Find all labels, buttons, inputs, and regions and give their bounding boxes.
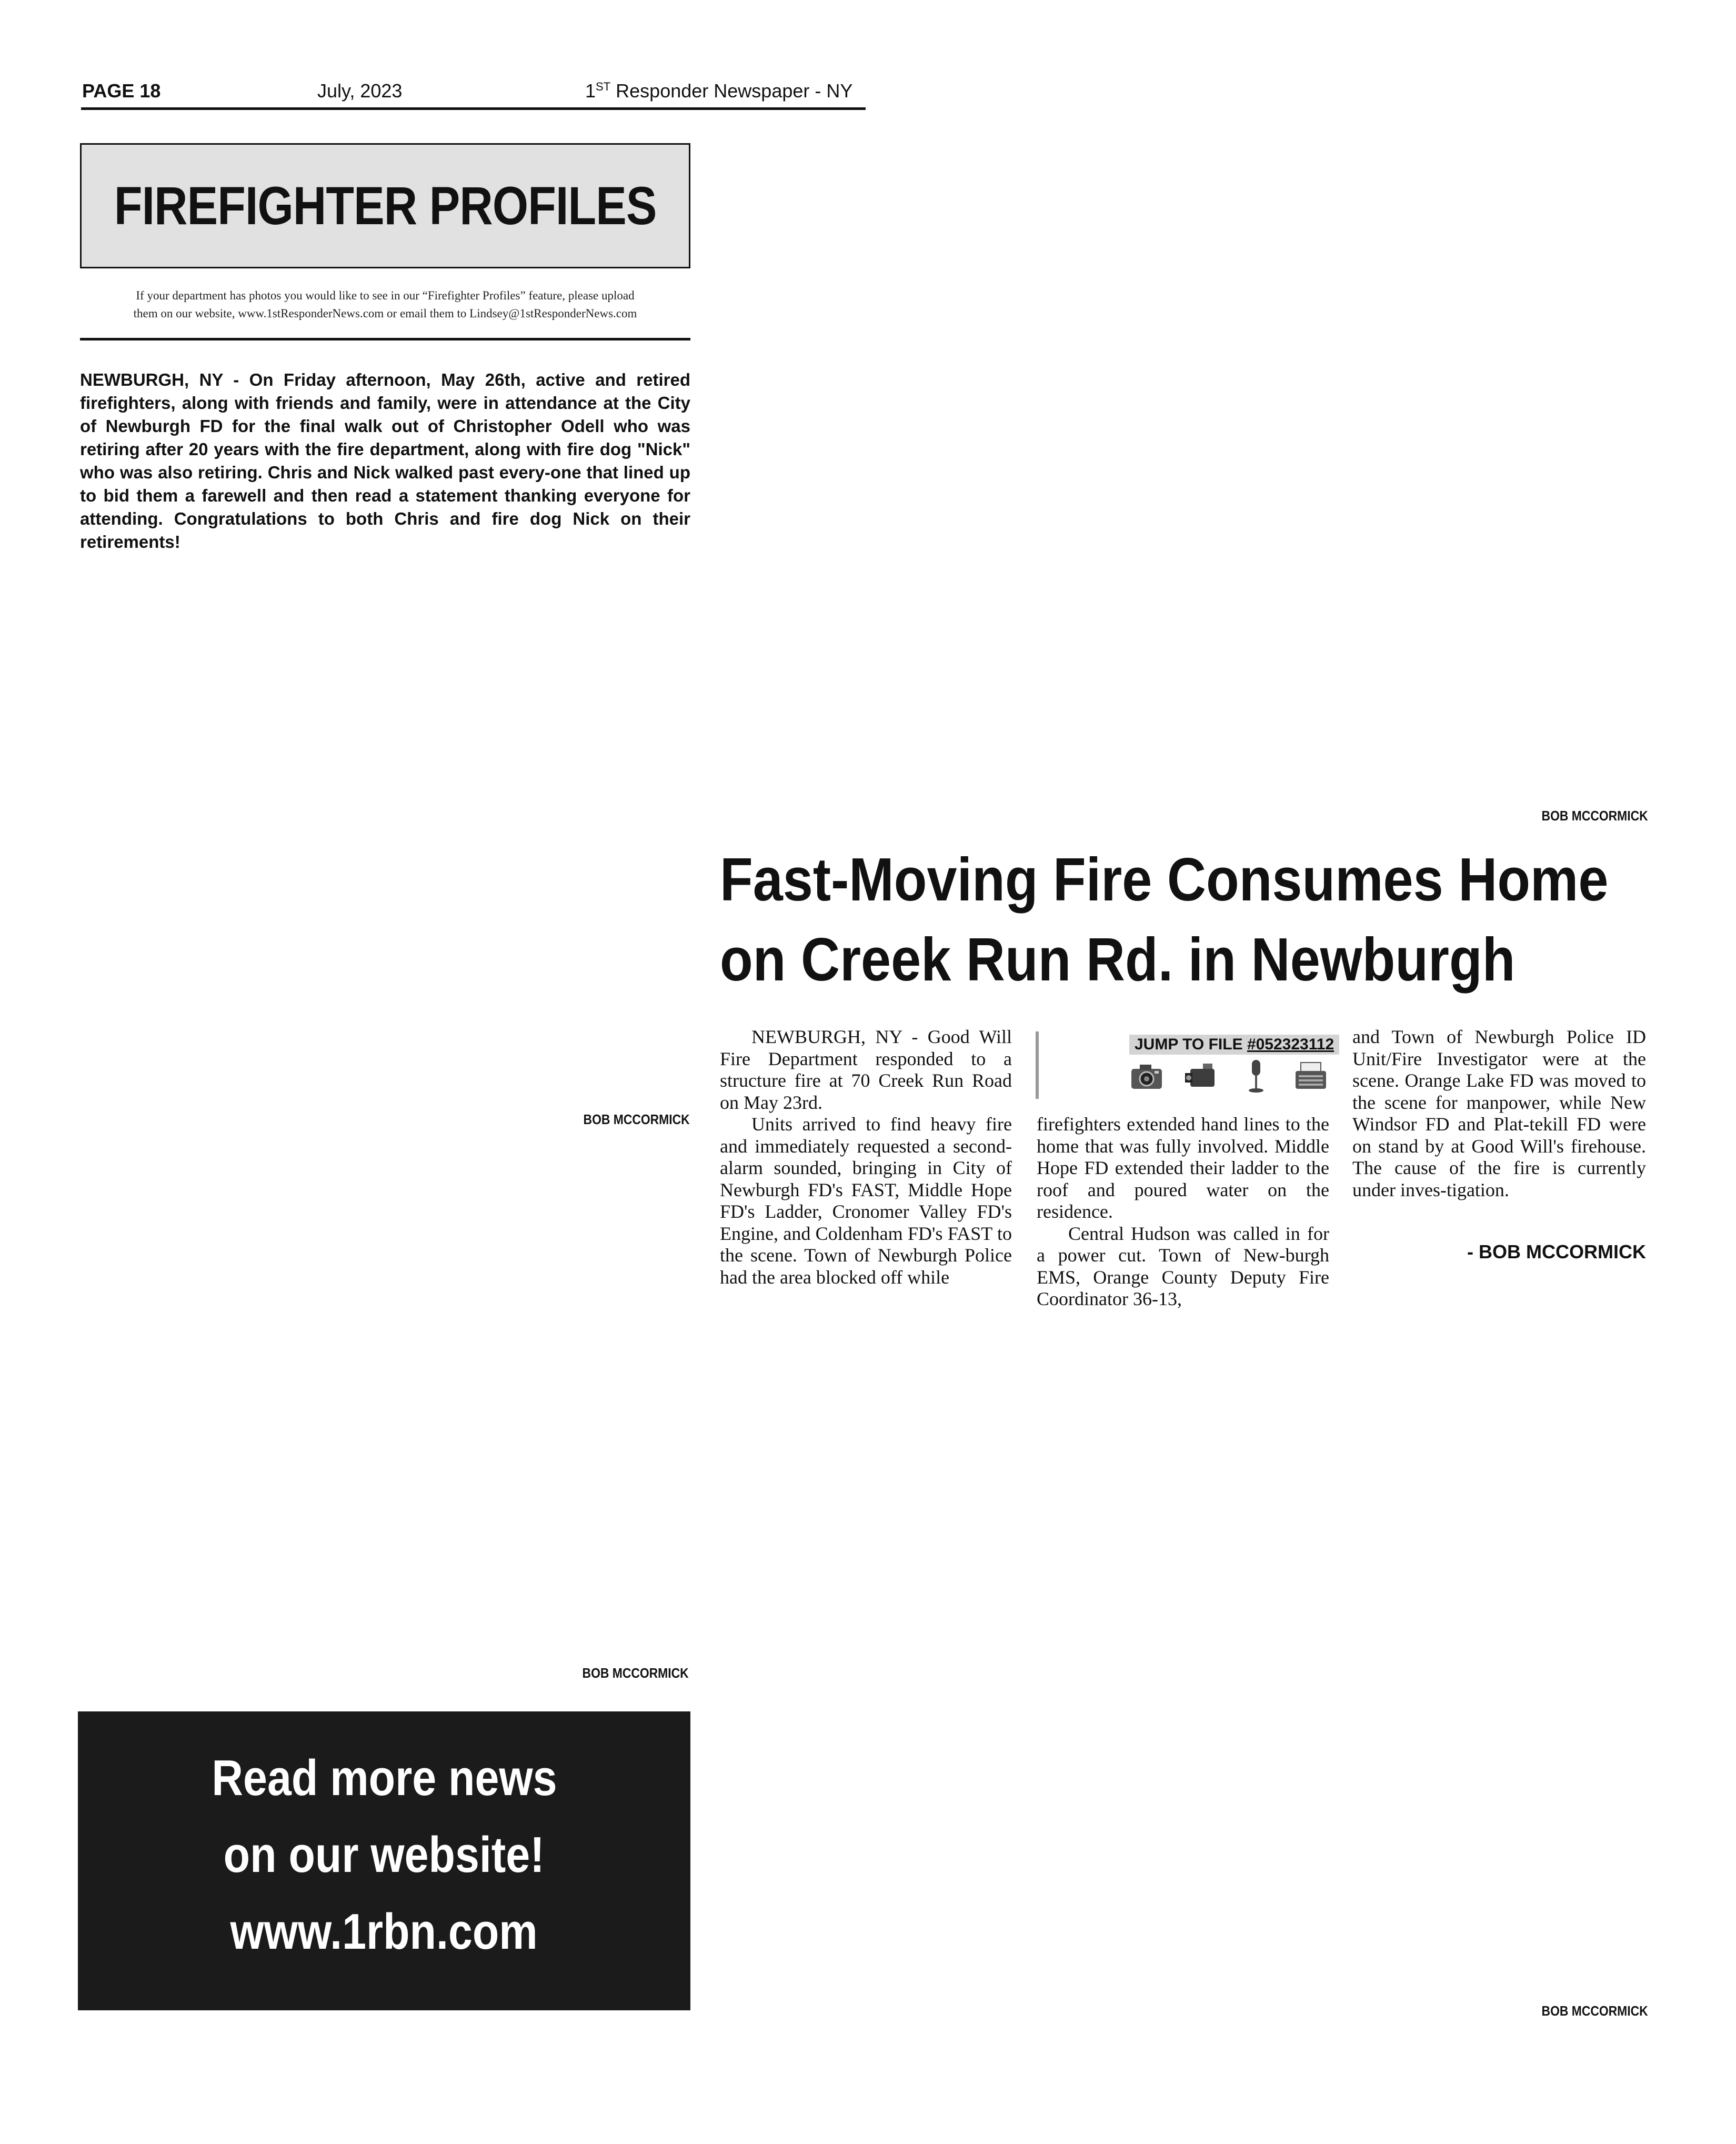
ad-line bbox=[78, 1826, 690, 1884]
profiles-lead-text: NEWBURGH, NY - On Friday afternoon, May 26th, active and retired firefighters, along with friends and family, were in attendance at the City of Newburgh FD for the final walk out of Christopher Odell who was retiring after 20 years with the fire department, along with fire dog "Nick" who was also retiring. Chris and Nick walked past every-one that lined up to bid them a farewell and then read a statement thanking everyone for attending. Congratulations to both Chris and fire dog Nick on their retirements! bbox=[80, 370, 690, 552]
ad-url-line[interactable] bbox=[78, 1903, 690, 1961]
header-rule bbox=[81, 107, 866, 110]
paper-name-sup: ST bbox=[596, 80, 611, 93]
article-column-1 bbox=[720, 1026, 1012, 1288]
photo-credit: BOB MCCORMICK bbox=[582, 1665, 689, 1681]
article-paragraph: NEWBURGH, NY - Good Will Fire Department responded to a structure fire at 70 Creek Run Road on May 23rd. bbox=[720, 1026, 1012, 1113]
headline-line: Fast-Moving Fire Consumes Home bbox=[720, 845, 1609, 914]
profiles-rule bbox=[80, 338, 690, 340]
microphone-icon bbox=[1239, 1059, 1273, 1094]
ad-text: on our website! bbox=[223, 1827, 545, 1883]
photo-credit: BOB MCCORMICK bbox=[583, 1111, 690, 1127]
profiles-note-line: them on our website, www.1stResponderNews.com or email them to Lindsey@1stResponderNews.com bbox=[133, 307, 637, 320]
issue-date: July, 2023 bbox=[317, 80, 403, 102]
jump-to-file-label[interactable] bbox=[1129, 1035, 1339, 1055]
jump-to-file-box[interactable] bbox=[1036, 1031, 1334, 1099]
article-column-2 bbox=[1037, 1114, 1329, 1310]
website-ad[interactable] bbox=[78, 1711, 690, 2010]
photo-credit: BOB MCCORMICK bbox=[1541, 2003, 1648, 2019]
article-paragraph: Units arrived to find heavy fire and immediately requested a second-alarm sounded, bringing in City of Newburgh FD's FAST, Middle Hope FD's Ladder, Cronomer Valley FD's Engine, and Coldenham FD's FAST to the scene. Town of Newburgh Police had the area blocked off while bbox=[720, 1114, 1012, 1288]
article-paragraph: and Town of Newburgh Police ID Unit/Fire Investigator were at the scene. Orange Lake FD was moved to the scene for manpower, while New Windsor FD and Plat-tekill FD were on stand by at Good Will's firehouse. The cause of the fire is currently under inves-tigation. bbox=[1352, 1026, 1646, 1200]
jump-label-text: JUMP TO FILE bbox=[1135, 1036, 1247, 1053]
photo-credit: BOB MCCORMICK bbox=[1541, 808, 1648, 824]
camera-icon bbox=[1129, 1059, 1164, 1094]
ad-url[interactable]: www.1rbn.com bbox=[230, 1903, 538, 1960]
profiles-title: FIREFIGHTER PROFILES bbox=[114, 175, 657, 236]
profiles-note bbox=[80, 287, 690, 323]
article-column-3 bbox=[1352, 1026, 1646, 1201]
article-paragraph: Central Hudson was called in for a power cut. Town of New-burgh EMS, Orange County Deputy Fire Coordinator 36-13, bbox=[1037, 1223, 1329, 1309]
media-icons bbox=[1129, 1059, 1328, 1094]
paper-name-prefix: 1 bbox=[585, 80, 596, 102]
profiles-note-line: If your department has photos you would like to see in our “Firefighter Profiles” feature, please upload bbox=[136, 289, 635, 302]
page-number: PAGE 18 bbox=[82, 80, 161, 102]
ad-line bbox=[78, 1749, 690, 1807]
video-camera-icon bbox=[1184, 1059, 1219, 1094]
article-byline: - BOB MCCORMICK bbox=[1467, 1241, 1646, 1263]
profiles-title-box bbox=[80, 143, 690, 268]
typewriter-icon bbox=[1293, 1059, 1328, 1094]
article-paragraph: firefighters extended hand lines to the home that was fully involved. Middle Hope FD extended their ladder to the roof and poured water on the residence. bbox=[1037, 1114, 1329, 1222]
paper-name bbox=[585, 80, 852, 102]
article-headline bbox=[720, 839, 1609, 999]
paper-name-rest: Responder Newspaper - NY bbox=[610, 80, 853, 102]
headline-line: on Creek Run Rd. in Newburgh bbox=[720, 925, 1516, 994]
jump-file-number[interactable]: #052323112 bbox=[1247, 1036, 1334, 1053]
ad-text: Read more news bbox=[211, 1750, 557, 1806]
